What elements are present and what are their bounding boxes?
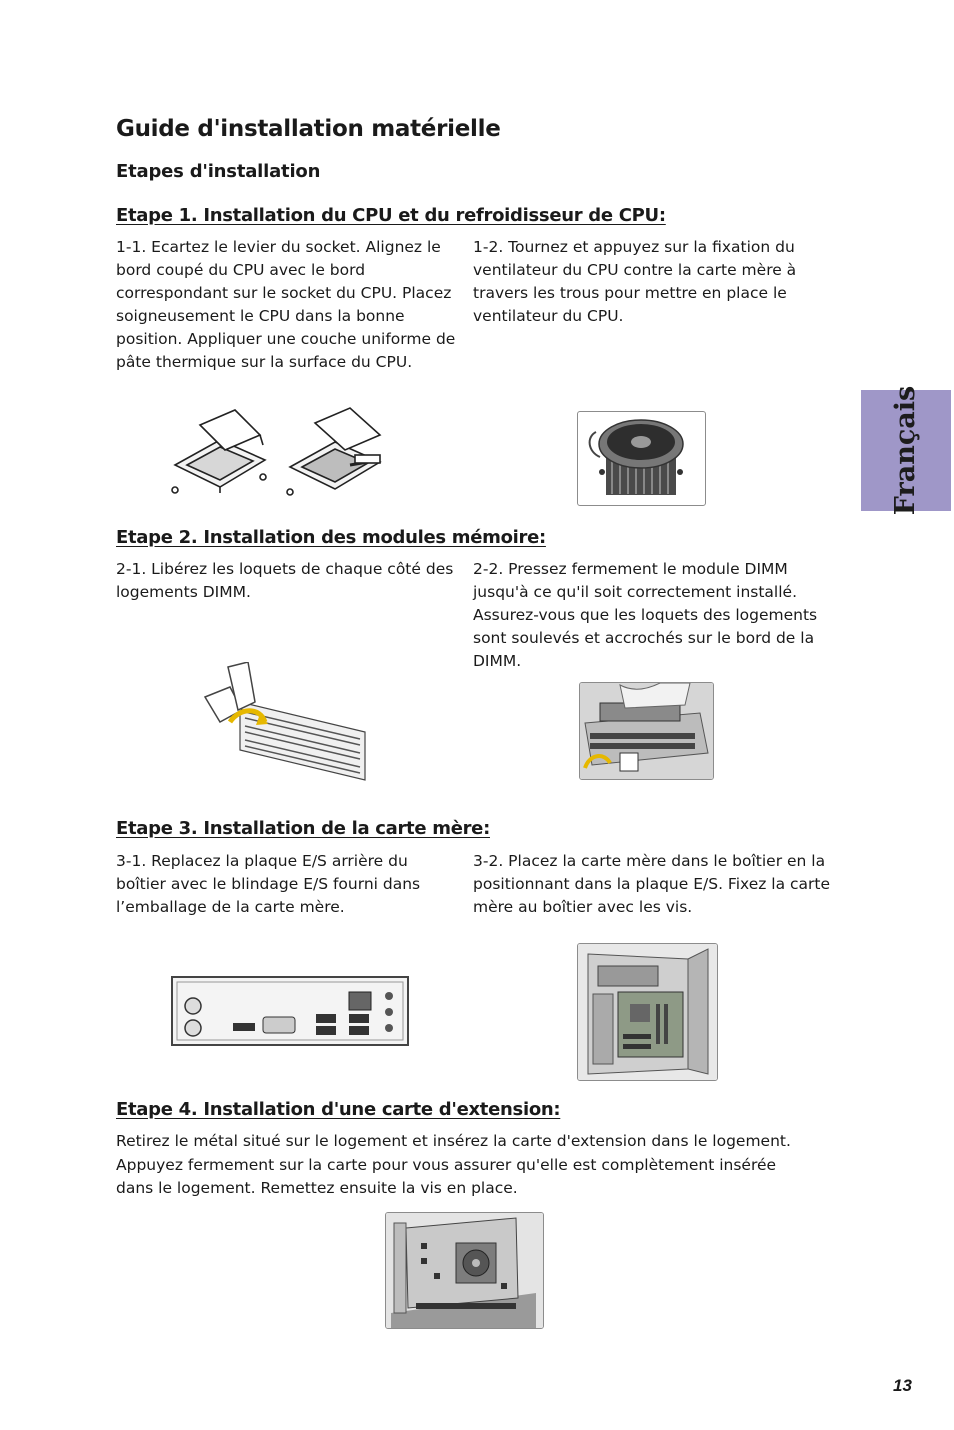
dimm-insert-illustration <box>579 682 714 780</box>
case-motherboard-illustration <box>577 943 718 1081</box>
language-tab-label: Français <box>890 385 922 516</box>
language-tab <box>861 385 951 516</box>
step-4-text: Retirez le métal situé sur le logement et insérez la carte d'extension dans le logement. Appuyez fermement sur la carte pour vous assurer qu'elle est complètement insérée dans le logement. Remettez ensuite la vis en place. <box>116 1132 791 1197</box>
page-title: Guide d'installation matérielle <box>116 116 501 142</box>
cpu-fan-illustration <box>577 411 706 506</box>
page-subtitle: Etapes d'installation <box>116 161 321 182</box>
step-3-heading: Etape 3. Installation de la carte mère: <box>116 818 490 839</box>
step-1-heading: Etape 1. Installation du CPU et du refroidisseur de CPU: <box>116 205 666 226</box>
cpu-socket-illustration <box>165 405 400 505</box>
step-2-2-text: 2-2. Pressez fermement le module DIMM jusqu'à ce qu'il soit correctement installé. Assurez-vous que les loquets des logements sont soulevés et accrochés sur le bord de la DIMM. <box>473 560 818 670</box>
step-2-1-text: 2-1. Libérez les loquets de chaque côté des logements DIMM. <box>116 560 454 601</box>
io-shield-illustration <box>171 976 409 1046</box>
expansion-card-illustration <box>385 1212 544 1329</box>
page-number: 13 <box>893 1376 912 1395</box>
step-1-2-text: 1-2. Tournez et appuyez sur la fixation du ventilateur du CPU contre la carte mère à travers les trous pour mettre en place le ventilateur du CPU. <box>473 238 797 325</box>
step-1-1-text: 1-1. Ecartez le levier du socket. Alignez le bord coupé du CPU avec le bord correspondant sur le socket du CPU. Placez soigneusement le CPU dans la bonne position. Appliquer une couche uniforme de pâte thermique sur la surface du CPU. <box>116 238 456 371</box>
step-2-heading: Etape 2. Installation des modules mémoire: <box>116 527 546 548</box>
step-3-2-text: 3-2. Placez la carte mère dans le boîtier en la positionnant dans la plaque E/S. Fixez la carte mère au boîtier avec les vis. <box>473 852 831 916</box>
dimm-latch-illustration <box>200 662 370 784</box>
step-4-heading: Etape 4. Installation d'une carte d'extension: <box>116 1099 561 1120</box>
step-3-1-text: 3-1. Replacez la plaque E/S arrière du boîtier avec le blindage E/S fourni dans l’emballage de la carte mère. <box>116 852 421 916</box>
